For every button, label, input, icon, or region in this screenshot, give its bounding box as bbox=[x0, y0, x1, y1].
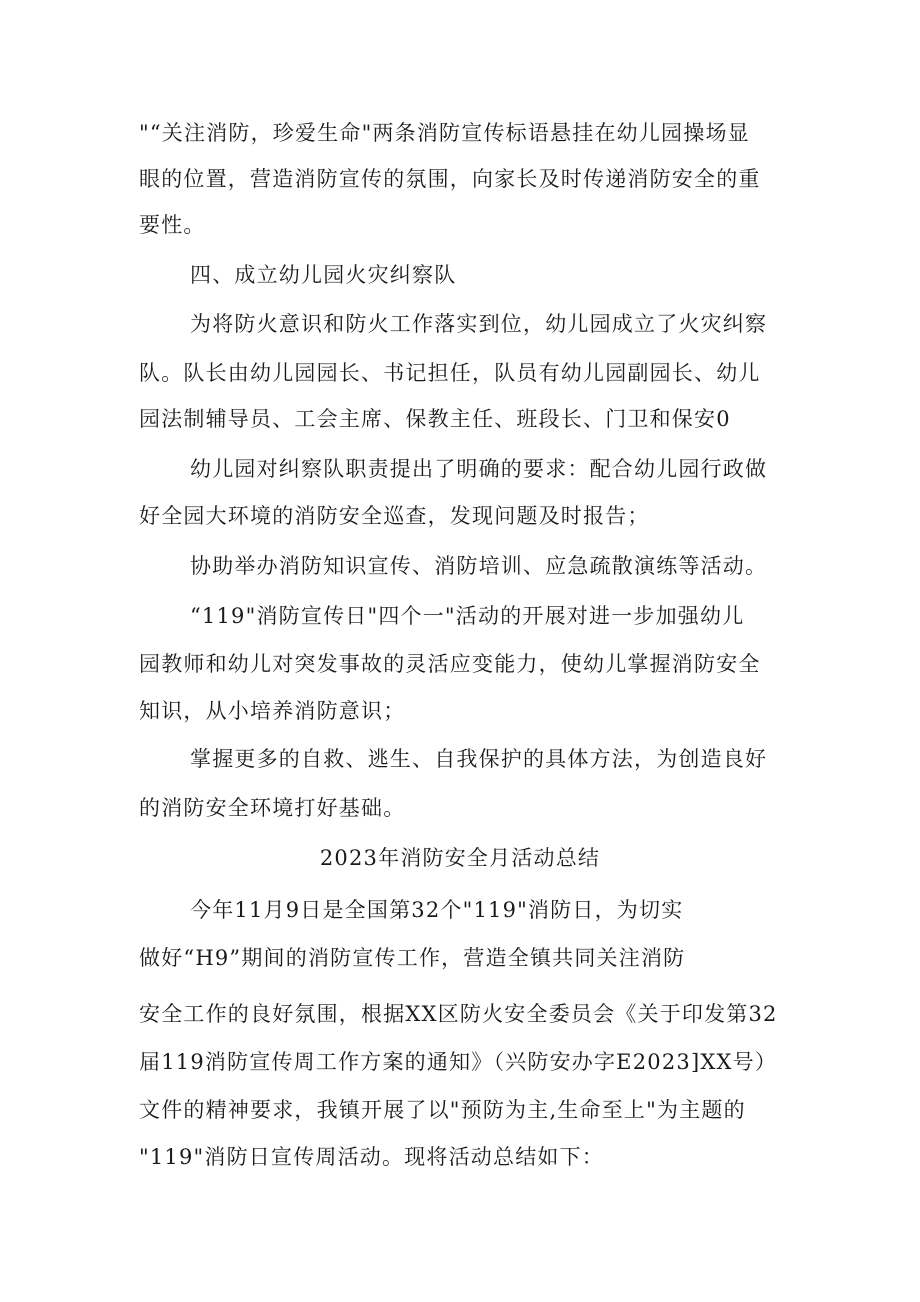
section-heading: 四、成立幼儿园火灾纠察队 bbox=[190, 263, 457, 287]
paragraph-line: 园法制辅导员、工会主席、保教主任、班段长、门卫和保安0 bbox=[139, 407, 731, 431]
paragraph-line: 文件的精神要求，我镇开展了以"预防为主,生命至上"为主题的 bbox=[139, 1098, 746, 1122]
paragraph-line: “119"消防宣传日"四个一"活动的开展对进一步加强幼儿 bbox=[190, 604, 745, 628]
paragraph-line: 园教师和幼儿对突发事故的灵活应变能力，使幼儿掌握消防安全 bbox=[139, 652, 761, 676]
paragraph-line: 做好“H9”期间的消防宣传工作，营造全镇共同关注消防 bbox=[139, 946, 686, 970]
paragraph-line: 好全园大环境的消防安全巡查，发现问题及时报告； bbox=[139, 504, 650, 528]
document-title: 2023年消防安全月活动总结 bbox=[319, 846, 601, 870]
paragraph-line: "119"消防日宣传周活动。现将活动总结如下： bbox=[139, 1145, 604, 1169]
paragraph-line: 的消防安全环境打好基础。 bbox=[139, 796, 406, 820]
paragraph-line: 掌握更多的自救、逃生、自我保护的具体方法，为创造良好 bbox=[190, 747, 768, 771]
paragraph-line: 安全工作的良好氛围，根据XX区防火安全委员会《关于印发第32 bbox=[139, 1002, 778, 1026]
paragraph-line: 眼的位置，营造消防宣传的氛围，向家长及时传递消防安全的重 bbox=[139, 167, 761, 191]
paragraph-line: 知识，从小培养消防意识； bbox=[139, 699, 406, 723]
paragraph-line: 为将防火意识和防火工作落实到位，幼儿园成立了火灾纠察 bbox=[190, 312, 768, 336]
paragraph-line: 届119消防宣传周工作方案的通知》（兴防安办字E2023]XX号） bbox=[139, 1050, 778, 1074]
paragraph-line: 今年11月9日是全国第32个"119"消防日，为切实 bbox=[190, 898, 684, 922]
paragraph-line: 要性。 bbox=[139, 213, 206, 237]
paragraph-line: 幼儿园对纠察队职责提出了明确的要求：配合幼儿园行政做 bbox=[190, 457, 768, 481]
paragraph-line: 队。队长由幼儿园园长、书记担任，队员有幼儿园副园长、幼儿 bbox=[139, 361, 761, 385]
paragraph-line: 协助举办消防知识宣传、消防培训、应急疏散演练等活动。 bbox=[190, 554, 768, 578]
paragraph-line: "“关注消防，珍爱生命"两条消防宣传标语悬挂在幼儿园操场显 bbox=[139, 121, 750, 145]
